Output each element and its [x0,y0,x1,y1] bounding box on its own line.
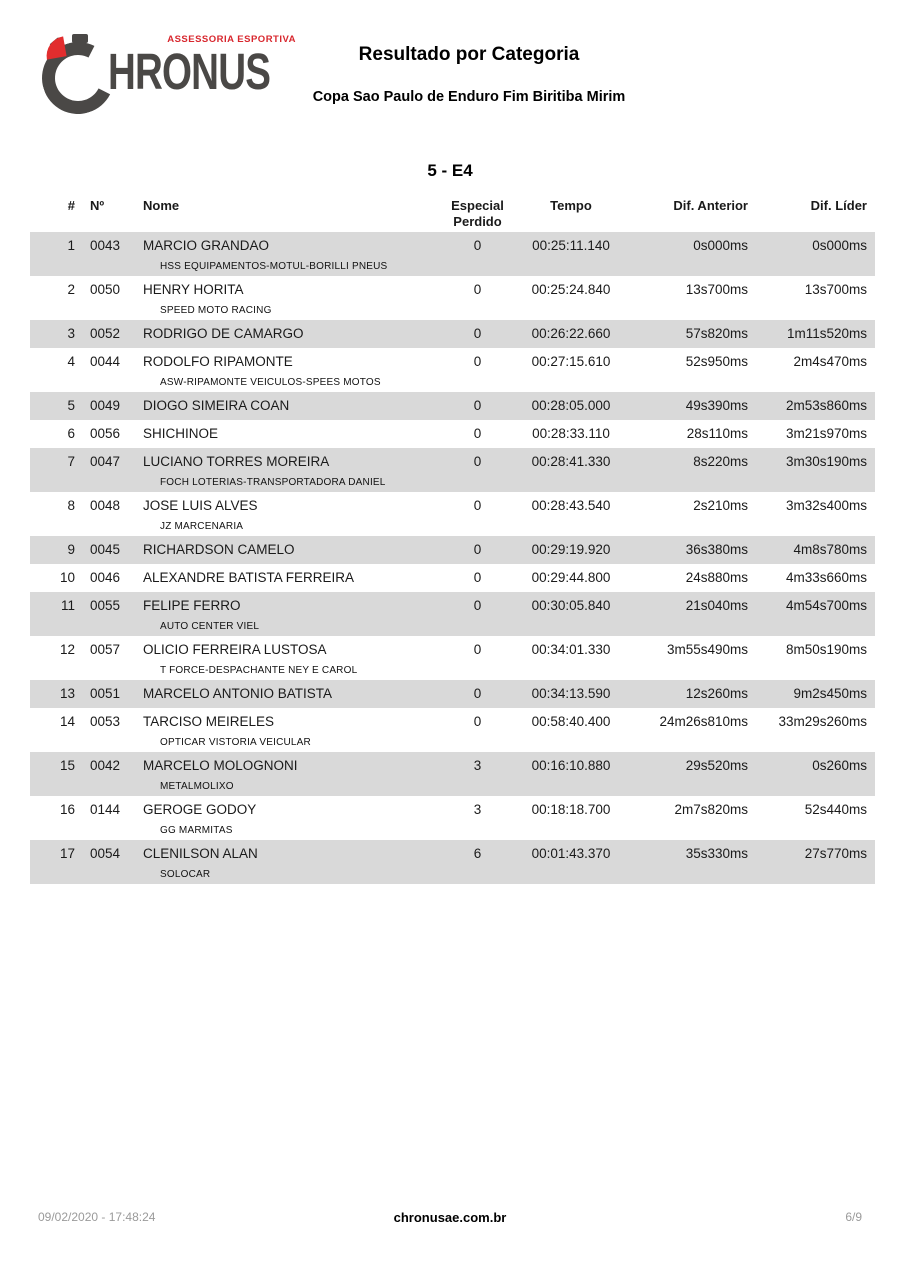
tempo-value: 00:29:44.800 [531,570,611,585]
rider-name: MARCELO ANTONIO BATISTA [143,686,333,701]
rider-position: 1 [67,238,75,253]
dif-lider-value: 0s260ms [812,758,867,773]
table-body [30,232,875,884]
dif-lider-value: 0s000ms [812,238,867,253]
dif-lider-value: 8m50s190ms [785,642,867,657]
dif-anterior-value: 57s820ms [685,326,748,341]
dif-anterior-value: 29s520ms [685,758,748,773]
table-row [30,448,875,492]
table-row [30,276,875,320]
tempo-value: 00:30:05.840 [531,598,611,613]
event-subtitle: Copa Sao Paulo de Enduro Fim Biritiba Mirim [312,89,626,105]
tempo-value: 00:28:05.000 [531,398,611,413]
rider-team: HSS EQUIPAMENTOS-MOTUL-BORILLI PNEUS [160,261,388,272]
rider-team: OPTICAR VISTORIA VEICULAR [160,737,311,748]
footer-website: chronusae.com.br [393,1210,507,1225]
dif-anterior-value: 13s700ms [685,282,748,297]
dif-lider-value: 3m32s400ms [785,498,867,513]
especial-perdido-value: 0 [473,642,482,657]
table-row [30,680,875,708]
dif-anterior-value: 2s210ms [693,498,748,513]
dif-lider-value: 4m54s700ms [785,598,867,613]
rider-number: 0054 [90,846,121,861]
rider-name: CLENILSON ALAN [143,846,258,861]
rider-name: RODRIGO DE CAMARGO [143,326,304,341]
col-header-dif-anterior: Dif. Anterior [673,198,748,213]
tempo-value: 00:18:18.700 [531,802,611,817]
logo-brand-text: HRONUS [108,42,271,100]
dif-anterior-value: 21s040ms [685,598,748,613]
page-title: Resultado por Categoria [358,44,580,65]
table-row [30,752,875,796]
category-title: 5 - E4 [427,161,473,180]
dif-anterior-value: 8s220ms [693,454,748,469]
dif-lider-value: 2m53s860ms [785,398,867,413]
dif-lider-value: 1m11s520ms [786,326,867,341]
rider-number: 0043 [90,238,121,253]
rider-number: 0048 [90,498,121,513]
rider-number: 0055 [90,598,121,613]
rider-name: LUCIANO TORRES MOREIRA [143,454,330,469]
rider-number: 0053 [90,714,121,729]
dif-lider-value: 2m4s470ms [793,354,867,369]
especial-perdido-value: 0 [473,326,482,341]
especial-perdido-value: 0 [473,426,482,441]
especial-perdido-value: 0 [473,398,482,413]
footer-page-number: 6/9 [845,1210,862,1224]
rider-number: 0057 [90,642,121,657]
rider-number: 0044 [90,354,121,369]
dif-lider-value: 52s440ms [804,802,867,817]
table-header-row [30,194,875,232]
rider-position: 5 [67,398,75,413]
rider-position: 16 [59,802,75,817]
dif-anterior-value: 52s950ms [685,354,748,369]
especial-perdido-value: 0 [473,498,482,513]
rider-team: JZ MARCENARIA [160,521,244,532]
rider-team: SOLOCAR [160,869,211,880]
table-row [30,536,875,564]
rider-position: 10 [59,570,75,585]
table-row [30,232,875,276]
dif-anterior-value: 36s380ms [685,542,748,557]
especial-perdido-value: 0 [473,454,482,469]
tempo-value: 00:34:13.590 [531,686,611,701]
rider-position: 13 [59,686,75,701]
rider-name: SHICHINOE [143,426,219,441]
dif-anterior-value: 49s390ms [685,398,748,413]
rider-position: 8 [67,498,75,513]
rider-name: HENRY HORITA [143,282,244,297]
table-row [30,420,875,448]
tempo-value: 00:25:11.140 [532,238,610,253]
rider-number: 0144 [90,802,121,817]
especial-perdido-value: 0 [473,238,482,253]
rider-number: 0046 [90,570,121,585]
tempo-value: 00:28:33.110 [532,426,610,441]
rider-name: DIOGO SIMEIRA COAN [143,398,290,413]
dif-anterior-value: 0s000ms [693,238,748,253]
dif-lider-value: 3m30s190ms [785,454,867,469]
dif-anterior-value: 3m55s490ms [666,642,748,657]
rider-number: 0052 [90,326,121,341]
rider-name: RICHARDSON CAMELO [143,542,295,557]
especial-perdido-value: 0 [473,570,482,585]
tempo-value: 00:58:40.400 [531,714,611,729]
rider-name: RODOLFO RIPAMONTE [143,354,293,369]
rider-number: 0056 [90,426,121,441]
rider-number: 0050 [90,282,121,297]
dif-lider-value: 4m33s660ms [785,570,867,585]
rider-team: T FORCE-DESPACHANTE NEY E CAROL [160,665,358,676]
table-row [30,392,875,420]
table-row [30,796,875,840]
rider-team: SPEED MOTO RACING [160,305,272,316]
rider-number: 0049 [90,398,121,413]
dif-anterior-value: 12s260ms [685,686,748,701]
col-header-especial-perdido: Especial Perdido [451,198,504,229]
rider-position: 6 [67,426,75,441]
rider-name: MARCELO MOLOGNONI [143,758,298,773]
especial-perdido-value: 0 [473,282,482,297]
dif-lider-value: 27s770ms [804,846,867,861]
rider-position: 12 [59,642,75,657]
table-row [30,492,875,536]
dif-anterior-value: 2m7s820ms [674,802,748,817]
rider-team: FOCH LOTERIAS-TRANSPORTADORA DANIEL [160,477,386,488]
especial-perdido-value: 3 [473,758,482,773]
tempo-value: 00:27:15.610 [531,354,611,369]
rider-name: OLICIO FERREIRA LUSTOSA [143,642,327,657]
rider-team: GG MARMITAS [160,825,233,836]
tempo-value: 00:25:24.840 [531,282,611,297]
table-row [30,636,875,680]
rider-position: 15 [59,758,75,773]
especial-perdido-value: 6 [473,846,482,861]
table-row [30,320,875,348]
table-row [30,708,875,752]
tempo-value: 00:16:10.880 [531,758,611,773]
table-row [30,348,875,392]
logo-tagline: ASSESSORIA ESPORTIVA [167,34,296,45]
col-header-pos: # [67,198,75,213]
dif-anterior-value: 28s110ms [686,426,748,441]
especial-perdido-value: 0 [473,714,482,729]
rider-name: GEROGE GODOY [143,802,257,817]
page-footer [38,1210,862,1228]
rider-name: FELIPE FERRO [143,598,241,613]
rider-number: 0047 [90,454,121,469]
dif-anterior-value: 35s330ms [685,846,748,861]
dif-lider-value: 33m29s260ms [778,714,867,729]
table-row [30,592,875,636]
rider-name: ALEXANDRE BATISTA FERREIRA [143,570,355,585]
dif-anterior-value: 24m26s810ms [659,714,748,729]
dif-lider-value: 4m8s780ms [793,542,867,557]
tempo-value: 00:28:41.330 [531,454,611,469]
table-row [30,840,875,884]
tempo-value: 00:26:22.660 [531,326,611,341]
col-header-tempo: Tempo [550,198,592,213]
especial-perdido-value: 3 [473,802,482,817]
tempo-value: 00:34:01.330 [531,642,611,657]
dif-anterior-value: 24s880ms [685,570,748,585]
rider-position: 17 [59,846,75,861]
tempo-value: 00:28:43.540 [531,498,611,513]
rider-position: 9 [67,542,75,557]
especial-perdido-value: 0 [473,598,482,613]
rider-position: 4 [67,354,75,369]
tempo-value: 00:29:19.920 [531,542,611,557]
rider-position: 3 [67,326,75,341]
rider-position: 7 [67,454,75,469]
rider-position: 11 [60,598,75,613]
rider-number: 0051 [90,686,121,701]
results-table [30,194,875,884]
rider-number: 0042 [90,758,121,773]
especial-perdido-value: 0 [473,354,482,369]
rider-team: AUTO CENTER VIEL [160,621,260,632]
rider-number: 0045 [90,542,121,557]
rider-name: JOSE LUIS ALVES [143,498,258,513]
col-header-dif-lider: Dif. Líder [810,198,867,213]
rider-team: METALMOLIXO [160,781,234,792]
especial-perdido-value: 0 [473,686,482,701]
tempo-value: 00:01:43.370 [531,846,611,861]
col-header-num: Nº [90,198,105,213]
especial-perdido-value: 0 [473,542,482,557]
dif-lider-value: 3m21s970ms [785,426,867,441]
rider-position: 14 [59,714,75,729]
rider-name: MARCIO GRANDAO [143,238,270,253]
dif-lider-value: 13s700ms [804,282,867,297]
rider-team: ASW-RIPAMONTE VEICULOS-SPEES MOTOS [160,377,381,388]
col-header-nome: Nome [143,198,180,213]
rider-name: TARCISO MEIRELES [143,714,275,729]
table-row [30,564,875,592]
footer-datetime: 09/02/2020 - 17:48:24 [38,1210,156,1224]
rider-position: 2 [67,282,75,297]
dif-lider-value: 9m2s450ms [793,686,867,701]
